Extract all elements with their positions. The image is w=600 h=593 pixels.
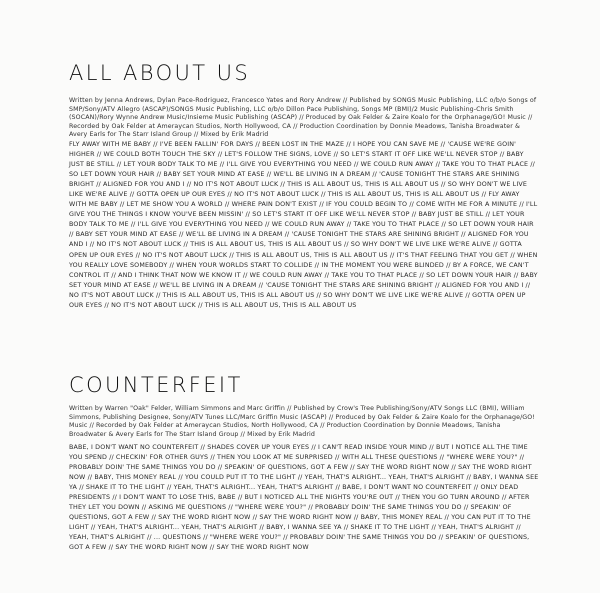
song-title: ALL ABOUT US — [69, 61, 251, 85]
song-lyrics: FLY AWAY WITH ME BABY // I'VE BEEN FALLIN' FOR DAYS // BEEN LOST IN THE MAZE // I HOPE YOU CAN SAVE ME // 'CAUSE WE'RE GOIN' HIGHER // WE COULD BOTH TOUCH THE SKY // LET'S FOLLOW THE SIGNS, LOVE // SO LET'S START IT OFF LIKE WE'LL NEVER STOP // BABY JUST BE STILL // LET YOUR BODY TALK TO ME // I'LL GIVE YOU EVERYTHING YOU NEED // WE COULD RUN AWAY // TAKE YOU TO THAT PLACE // SO LET DOWN YOUR HAIR // BABY SET YOUR MIND AT EASE // WE'LL BE LIVING IN A DREAM // 'CAUSE TONIGHT THE STARS ARE SHINING BRIGHT // ALIGNED FOR YOU AND I // NO IT'S NOT ABOUT LUCK // THIS IS ALL ABOUT US, THIS IS ALL ABOUT US // SO WHY DON'T WE LIVE LIKE WE'RE ALIVE // GOTTA OPEN UP OUR EYES // NO IT'S NOT ABOUT LUCK // THIS IS ALL ABOUT US, THIS IS ALL ABOUT US // FLY AWAY WITH ME BABY // LET ME SHOW YOU A WORLD // WHERE PAIN DON'T EXIST // IF YOU COULD BEGIN TO // COME WITH ME FOR A MINUTE // I'LL GIVE YOU THE THINGS I KNOW YOU'VE BEEN MISSIN' // SO LET'S START IT OFF LIKE WE'LL NEVER STOP // BABY JUST BE STILL // LET YOUR BODY TALK TO ME // I'LL GIVE YOU EVERYTHING YOU NEED // WE COULD RUN AWAY // TAKE YOU TO THAT PLACE // SO LET DOWN YOUR HAIR // BABY SET YOUR MIND AT EASE // WE'LL BE LIVING IN A DREAM // 'CAUSE TONIGHT THE STARS ARE SHINING BRIGHT // ALIGNED FOR YOU AND I // NO IT'S NOT ABOUT LUCK // THIS IS ALL ABOUT US, THIS IS ALL ABOUT US // SO WHY DON'T WE LIVE LIKE WE'RE ALIVE // GOTTA OPEN UP OUR EYES // NO IT'S NOT ABOUT LUCK // THIS IS ALL ABOUT US, THIS IS ALL ABOUT US // IT'S THAT FEELING THAT YOU GET // WHEN YOU REALLY LOVE SOMEBODY // WHEN YOUR WORLDS START TO COLLIDE // IN THE MOMENT YOU WERE BLINDED // BY A FORCE, WE CAN'T CONTROL IT // AND I THINK THAT NOW WE KNOW IT // WE COULD RUN AWAY // TAKE YOU TO THAT PLACE // SO LET DOWN YOUR HAIR // BABY SET YOUR MIND AT EASE // WE'LL BE LIVING IN A DREAM // 'CAUSE TONIGHT THE STARS ARE SHINING BRIGHT // ALIGNED FOR YOU AND I // NO IT'S NOT ABOUT LUCK // THIS IS ALL ABOUT US, THIS IS ALL ABOUT US // SO WHY DON'T WE LIVE LIKE WE'RE ALIVE // GOTTA OPEN UP OUR EYES // NO IT'S NOT ABOUT LUCK // THIS IS ALL ABOUT US, THIS IS ALL ABOUT US — [69, 141, 538, 309]
song-title: COUNTERFEIT — [69, 373, 243, 397]
song-lyrics: BABE, I DON'T WANT NO COUNTERFEIT // SHADES COVER UP YOUR EYES // I CAN'T READ INSIDE YOUR MIND // BUT I NOTICE ALL THE TIME YOU SPEND // CHECKIN' FOR OTHER GUYS // THEN YOU LOOK AT ME SURPRISED // WITH ALL THESE QUESTIONS // "WHERE WERE YOU?" // PROBABLY DOIN' THE SAME THINGS YOU DO // SPEAKIN' OF QUESTIONS, GOT A FEW // SAY THE WORD RIGHT NOW // SAY THE WORD RIGHT NOW // BABY, THIS MONEY REAL // YOU COULD PUT IT TO THE LIGHT // YEAH, THAT'S ALRIGHT... YEAH, THAT'S ALRIGHT // BABY, I WANNA SEE YA // SHAKE IT TO THE LIGHT // YEAH, THAT'S ALRIGHT... YEAH, THAT'S ALRIGHT // BABE, I DON'T WANT NO COUNTERFEIT // ONLY DEAD PRESIDENTS // I DON'T WANT TO LOSE THIS, BABE // BUT I NOTICED ALL THE NIGHTS YOU'RE OUT // THEN YOU GO TURN AROUND // AFTER THEY LET YOU DOWN // ASKING ME QUESTIONS // "WHERE WERE YOU?" // PROBABLY DOIN' THE SAME THINGS YOU DO // SPEAKIN' OF QUESTIONS, GOT A FEW // SAY THE WORD RIGHT NOW // SAY THE WORD RIGHT NOW // BABY, THIS MONEY REAL // YOU CAN PUT IT TO THE LIGHT // YEAH, THAT'S ALRIGHT... YEAH, THAT'S ALRIGHT // BABY, I WANNA SEE YA // SHAKE IT TO THE LIGHT // YEAH, THAT'S ALRIGHT // YEAH, THAT'S ALRIGHT // ... QUESTIONS // "WHERE WERE YOU?" // PROBABLY DOIN' THE SAME THINGS YOU DO // SPEAKIN' OF QUESTIONS, GOT A FEW // SAY THE WORD RIGHT NOW // SAY THE WORD RIGHT NOW — [69, 444, 539, 552]
song-credits: Written by Warren "Oak" Felder, William Simmons and Marc Griffin // Published by Crow's Tree Publishing/Sony/ATV Songs LLC (BMI), William Simmons, Publishing Designee, Sony/ATV Tunes LLC/Marc Griffin Music (ASCAP) // Produced by Oak Felder & Zaire Koalo for the Orphanage/GO! Music // Recorded by Oak Felder at Ameraycan Studios, North Hollywood, CA // Production Coordination by Donnie Meadows, Tanisha Broadwater & Avery Earls for The Starr Island Group // Mixed by Erik Madrid — [69, 405, 535, 438]
song-credits: Written by Jenna Andrews, Dylan Pace-Rodriguez, Francesco Yates and Rory Andrew // Published by SONGS Music Publishing, LLC o/b/o Songs of SMP/Sony/ATV Allegro (ASCAP)/SONGS Music Publishing, LLC o/b/o Dillon Pace Publishing, Songs MP (BMI)/2 Music Publishing-Chris Smith (SOCAN)/Rory Wynne Andrew Music/Insieme Music Publishing (ASCAP) // Produced by Oak Felder & Zaire Koalo for the Orphanage/GO! Music // Recorded by Oak Felder at Ameraycan Studios, North Hollywood, CA // Production Coordination by Donnie Meadows, Tanisha Broadwater & Avery Earls for The Starr Island Group // Mixed by Erik Madrid — [69, 97, 537, 139]
